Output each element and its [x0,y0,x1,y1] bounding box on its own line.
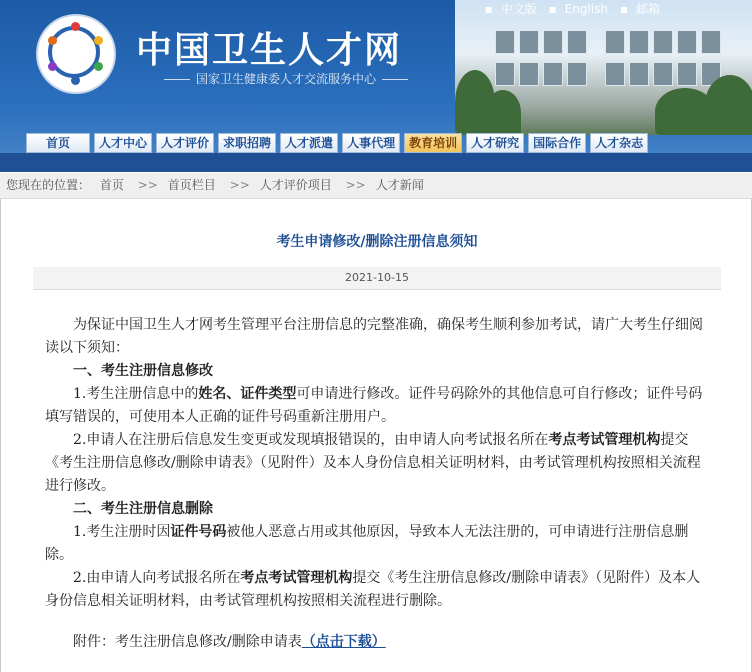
site-header [0,0,752,172]
bullet-icon: ▪ [619,2,628,16]
article-body [45,314,709,654]
article-date: 2021-10-15 [33,267,721,290]
breadcrumb-news[interactable]: 人才新闻 [375,178,424,192]
building-photo [455,0,752,135]
top-links [477,0,660,17]
nav-underbar [0,153,752,172]
nav-talent-center[interactable]: 人才中心 [94,133,152,153]
nav-home[interactable]: 首页 [26,133,90,153]
attachment-line [45,631,709,654]
attachment-label: 附件：考生注册信息修改/删除申请表 [73,634,302,650]
section-1-para-2: 2.申请人在注册后信息发生变更或发现填报错误的，由申请人向考试报名所在考点考试管理机构提交《考生注册信息修改/删除申请表》（见附件）及本人身份信息相关证明材料，由考试管理机构按照相关流程进行修改。 [45,432,701,494]
logo-ring-icon [48,26,100,78]
section-2-title: 二、考生注册信息删除 [73,501,213,517]
site-subtitle: 国家卫生健康委人才交流服务中心 [136,70,436,87]
link-english[interactable]: English [564,2,609,16]
breadcrumb [0,173,752,199]
section-2-para-2: 2.由申请人向考试报名所在考点考试管理机构提交《考生注册信息修改/删除申请表》（见附件）及本人身份信息相关证明材料，由考试管理机构按照相关流程进行删除。 [45,570,701,609]
site-title: 中国卫生人才网 [136,30,403,70]
breadcrumb-home[interactable]: 首页 [99,178,124,192]
main-nav [26,133,652,153]
nav-job-recruit[interactable]: 求职招聘 [218,133,276,153]
nav-talent-research[interactable]: 人才研究 [466,133,524,153]
nav-international[interactable]: 国际合作 [528,133,586,153]
breadcrumb-label: 您现在的位置： [6,178,91,192]
nav-education-training[interactable]: 教育培训 [404,133,462,153]
breadcrumb-evaluation[interactable]: 人才评价项目 [259,178,332,192]
link-chinese[interactable]: 中文版 [500,2,537,16]
link-mailbox[interactable]: 邮箱 [635,2,660,16]
article-panel [0,199,752,672]
nav-talent-magazine[interactable]: 人才杂志 [590,133,648,153]
article-intro: 为保证中国卫生人才网考生管理平台注册信息的完整准确，确保考生顺利参加考试，请广大考生仔细阅读以下须知： [45,317,703,356]
attachment-download-link[interactable]: （点击下载） [301,634,386,650]
bullet-icon: ▪ [548,2,557,16]
nav-talent-evaluation[interactable]: 人才评价 [156,133,214,153]
article-title: 考生申请修改/删除注册信息须知 [276,234,478,250]
section-1-para-1: 1.考生注册信息中的姓名、证件类型可申请进行修改。证件号码除外的其他信息可自行修改；证件号码填写错误的，可使用本人正确的证件号码重新注册用户。 [45,386,703,425]
bullet-icon: ▪ [484,2,493,16]
nav-personnel-agency[interactable]: 人事代理 [342,133,400,153]
breadcrumb-separator: >> [345,178,366,192]
breadcrumb-column[interactable]: 首页栏目 [167,178,216,192]
logo[interactable] [36,14,116,94]
breadcrumb-separator: >> [229,178,250,192]
nav-talent-dispatch[interactable]: 人才派遣 [280,133,338,153]
breadcrumb-separator: >> [137,178,158,192]
section-1-title: 一、考生注册信息修改 [73,363,213,379]
section-2-para-1: 1.考生注册时因证件号码被他人恶意占用或其他原因，导致本人无法注册的，可申请进行注册信息删除。 [45,524,689,563]
